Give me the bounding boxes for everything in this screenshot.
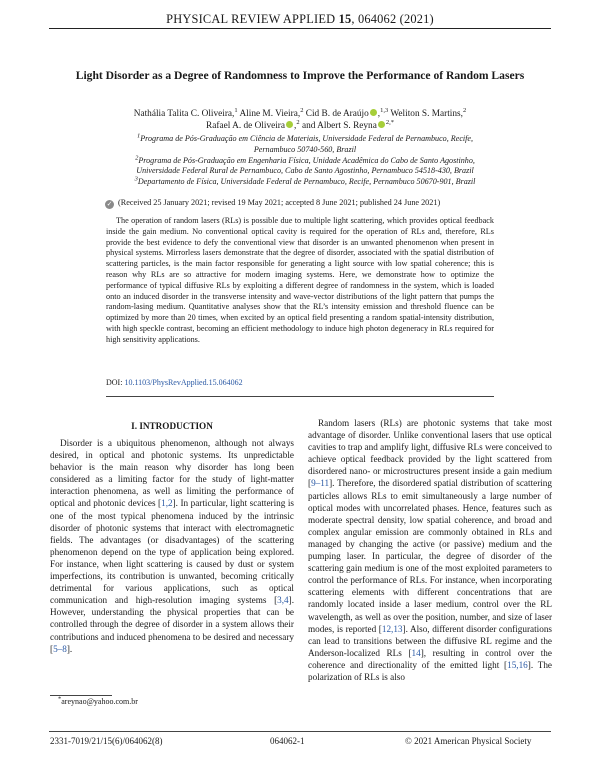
- affiliation: $^1$Programa de Pós-Graduação em Ciência de Materiais, Universidade Federal de Pernambuco, Recife,: [136, 132, 474, 143]
- left-column-text: Disorder is a ubiquitous phenomenon, although not always desired, in optical and photonic systems. Its unpredictable behavior is the main reason why disorder has long been considered as a limiting factor for the study of light-matter interaction phenomena, as well as limiting the performance of optical and photonic devices [1,2]. In particular, light scattering is one of the most typical phenomena induced by the intrinsic disorder of photonic systems that interact with electromagnetic fields. The advantages (or disadvantages) of the scattering phenomenon depend on the type of application being explored. For instance, when light scattering is caused by dust or system imperfections, its contribution is unwanted, becoming critically detrimental for various applications, such as optical communication and high-resolution imaging systems [3,4]. However, understanding the physical properties that can be controlled through the degree of disorder in a system allows their contributions and induced phenomena to be desired and necessary [5–8].: [50, 438, 295, 654]
- author: and Albert S. Reyna: [301, 121, 377, 131]
- affiliation: $^2$Programa de Pós-Graduação em Engenharia Física, Unidade Acadêmica do Cabo de Santo Agostinho,: [135, 153, 475, 165]
- author: Weliton S. Martins,: [390, 109, 463, 119]
- author: Cid B. de Araújo: [305, 109, 369, 119]
- orcid-icon[interactable]: [378, 121, 385, 128]
- citation-link[interactable]: 12,13: [381, 623, 403, 634]
- journal-volume: 15: [338, 12, 352, 26]
- orcid-icon[interactable]: [286, 121, 293, 128]
- affiliation: $^3$Departamento de Física, Universidade Federal de Pernambuco, Recife, Pernambuco 50670-901, Brazil: [134, 175, 476, 187]
- paper-title: Light Disorder as a Degree of Randomness to Improve the Performance of Random Lasers: [75, 69, 525, 82]
- citation-link[interactable]: 15,16: [507, 659, 528, 670]
- author: Nathália Talita C. Oliveira,: [133, 109, 235, 119]
- copyright: © 2021 American Physical Society: [405, 736, 532, 746]
- abstract: The operation of random lasers (RLs) is possible due to multiple light scattering, which provides optical feedback inside the gain medium. No conventional optical cavity is required for the operation of RLs and, therefore, RLs provide the best evidence to defy the conventional view that disorder is an unwanted phenomenon when present in physical systems. Mirrorless lasers demonstrate that the degree of disorder, associated with the spatial distribution of scattering particles, is the main factor responsible for generating a light source with low spatial coherence; this is reason why RLs are so attractive for modern imaging systems. Here, we demonstrate how to optimize the performance of typical diffusive RLs by exploiting a different degree of randomness in the system, which is loaded onto an induced disorder in the transverse intensity and wave-vector distributions of the light pattern that pumps the random-lasing medium. Quantitative analyses show that the RL’s intensity emission and threshold fluence can be optimized by more than 20 times, when excited by an optical field presenting a random spatial-intensity distribution, with high speckle contrast, becoming an efficient methodology to induce high photon degeneracy in RLs required for high sensitivity applications.: [106, 216, 494, 344]
- affiliation: Universidade Federal Rural de Pernambuco, Cabo de Santo Agostinho, Pernambuco 54518-430, Brazil: [136, 166, 474, 176]
- received-dates: ✓ (Received 25 January 2021; revised 19 May 2021; accepted 8 June 2021; published 24 June 2021): [106, 198, 441, 208]
- citation-link[interactable]: 1,2: [161, 498, 173, 509]
- check-for-updates-icon[interactable]: ✓: [106, 200, 113, 208]
- affiliation: Pernambuco 50740-560, Brazil: [253, 144, 357, 154]
- footer-rule: [49, 731, 551, 732]
- affiliations: [90, 134, 520, 188]
- author: Rafael A. de Oliveira: [206, 121, 286, 131]
- abstract-rule: [106, 396, 494, 397]
- orcid-icon[interactable]: [370, 109, 377, 116]
- page-number: 064062-1: [270, 736, 305, 746]
- corresponding-author-email: *areynao@yahoo.com.br: [58, 695, 138, 706]
- journal-header: [0, 12, 600, 27]
- journal-name: PHYSICAL REVIEW APPLIED: [166, 12, 336, 26]
- doi: DOI: 10.1103/PhysRevApplied.15.064062: [106, 378, 243, 387]
- right-column-text: Random lasers (RLs) are photonic systems that take most advantage of disorder. Unlike conventional lasers that use optical cavities to trap and amplify light, diffusive RLs were conceived to achieve optical feedback provided by the light scattered from disordered nano- or microstructures present inside a gain medium [9–11]. Therefore, the disordered spatial distribution of scattering particles allows RLs to emit simultaneously a large number of optical modes with uncorrelated phases. Hence, features such as moderate spectral density, low spatial coherence, and broad and complex angular emission are commonly obtained in RLs and managed by changing the active (or passive) medium and the pumping laser. In particular, the degree of disorder of the scattering gain medium is one of the most exploited parameters to control the performance of RLs. For instance, when incorporating scattering elements with different concentrations that are randomly located inside a laser medium, control over the RL wavelength, as well as over the position, number, and size of laser modes, is reported [12,13]. Also, different disorder configurations can lead to transitions between the diffusive RL regime and the Anderson-localized RLs [14], resulting in control over the coherence and directionality of the emitted light [15,16]. The polarization of RLs is also: [308, 418, 552, 682]
- citation-link[interactable]: 5–8: [53, 643, 67, 654]
- citation-link[interactable]: 14: [411, 647, 421, 658]
- section-heading: I. INTRODUCTION: [131, 421, 213, 431]
- doi-link[interactable]: 10.1103/PhysRevApplied.15.064062: [124, 378, 243, 387]
- citation-link[interactable]: 9–11: [311, 478, 330, 489]
- header-rule: [49, 28, 551, 29]
- author-list: Nathália Talita C. Oliveira,$^1$ Aline M. Vieira,$^2$ Cid B. de Araújo ,$^{1,3}$ Weliton S. Martins,$^2$ Rafael A. de Oliveira ,$^2$ and Albert S. Reyna $^{2,*}$: [133, 106, 467, 131]
- article-number: , 064062 (2021): [351, 12, 434, 26]
- author: Aline M. Vieira,: [239, 109, 301, 119]
- citation-link[interactable]: 3,4: [277, 595, 289, 606]
- footer-issn: 2331-7019/21/15(6)/064062(8): [50, 736, 163, 746]
